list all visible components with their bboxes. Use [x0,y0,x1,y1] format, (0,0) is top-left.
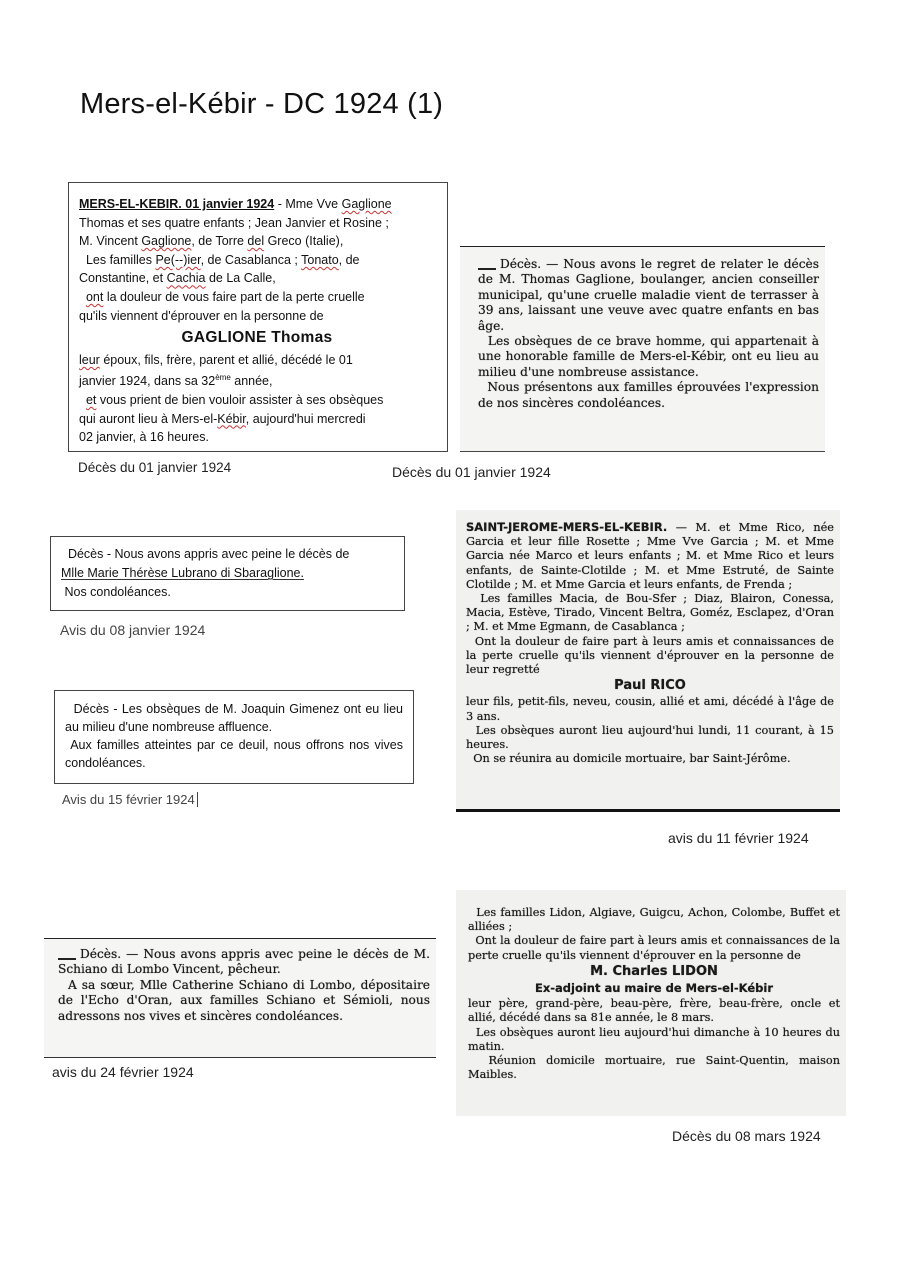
decorative-mark-icon [58,950,76,960]
deceased-name: Paul RICO [614,678,686,694]
notice-head: MERS-EL-KEBIR. 01 janvier 1924 [79,197,275,211]
decorative-mark-icon [478,260,496,270]
notice-text: janvier 1924, dans sa 32 [79,374,216,389]
notice-text: , aujourd'hui mercredi [245,411,366,426]
notice-text: ème [215,373,231,383]
notice-text: Pe(--)ier [155,252,201,267]
notice-text: 02 janvier, à 16 heures. [79,430,209,445]
caption: Décès du 01 janvier 1924 [392,464,551,480]
notice-text: époux, fils, frère, parent et allié, décédé le 01 [99,352,353,367]
notice-text: leur [79,352,100,367]
clipping-text: Ont la douleur de faire part à leurs amis et connaissances de la perte cruelle qu'ils viennent d'éprouver en la personne de [468,934,840,962]
notice-text: , de Torre [191,234,248,249]
notice-text: Décès - Les obsèques de M. Joaquin Gimenez ont eu lieu au milieu d'une nombreuse affluence. [65,702,403,734]
clipping-text: A sa sœur, Mlle Catherine Schiano di Lombo, dépositaire de l'Echo d'Oran, aux familles Schiano et Sémioli, nous adressons nos vives et sincères condoléances. [58,977,431,1023]
notice-text: année, [230,374,273,389]
clipping-lidon [456,890,846,1116]
clipping-text: On se réunira au domicile mortuaire, bar Saint-Jérôme. [473,752,791,766]
page-title: Mers-el-Kébir - DC 1924 (1) [80,88,444,120]
clipping-text: Ont la douleur de faire part à leurs amis et connaissances de la perte cruelle qu'ils viennent d'éprouver en la personne de leur regretté [466,634,834,677]
deceased-name: M. Charles LIDON [590,963,718,979]
caption: avis du 11 février 1924 [668,830,809,846]
clipping-text: — M. et Mme Rico, née Garcia et leur fille Rosette ; Mme Vve Garcia ; M. et Mme Garcia née Marco et leurs enfants ; M. et Mme Rico et leurs enfants, de Sainte-Clotilde ; M. et Mme Estruté, de Sainte Clotilde ; M. et Mme Garcia et leurs enfants, de Frenda ; [466,521,834,591]
notice-text: M. Vincent [79,234,142,249]
notice-text: , de [338,252,360,267]
caption: Avis du 15 février 1924 [62,792,198,807]
notice-text: Kébir [217,411,246,426]
clipping-gaglione [460,246,825,452]
clipping-text: Les familles Lidon, Algiave, Guigcu, Achon, Colombe, Buffet et alliées ; [468,906,840,934]
notice-lubrano [50,536,405,611]
clipping-schiano [44,938,436,1058]
notice-text: Thomas et ses quatre enfants ; Jean Janvier et Rosine ; [79,215,389,230]
notice-gaglione [68,182,448,452]
notice-text: - Mme Vve [274,197,342,211]
clipping-rico [456,510,840,812]
notice-text: Nos condoléances. [64,585,171,599]
notice-text: de La Calle, [205,271,276,286]
clipping-text: leur père, grand-père, beau-père, frère, beau-frère, oncle et allié, décédé dans sa 81e année, le 8 mars. [468,997,840,1025]
notice-text: Décès - Nous avons appris avec peine le décès de [67,547,350,561]
caption: Avis du 08 janvier 1924 [60,622,206,638]
clipping-text: Les obsèques de ce brave homme, qui appartenait à une honorable famille de Mers-el-Kébir, ont eu lieu au milieu d'une nombreuse assistance. [478,334,819,379]
notice-text: la douleur de vous faire part de la perte cruelle [103,289,365,304]
notice-text: Les familles [85,252,156,267]
notice-text: Tonato [301,252,339,267]
notice-gimenez [54,690,414,784]
clipping-text: Réunion domicile mortuaire, rue Saint-Quentin, maison Maibles. [468,1054,840,1082]
notice-text: del [247,234,265,249]
notice-text: et [85,393,97,408]
notice-text: Aux familles atteintes par ce deuil, nous offrons nos vives condoléances. [65,738,403,770]
caption: Décès du 01 janvier 1924 [78,460,232,475]
clipping-text: Les obsèques auront lieu aujourd'hui dimanche à 10 heures du matin. [468,1025,840,1053]
notice-text: qui auront lieu à Mers-el- [79,411,218,426]
clipping-text: Décès. — Nous avons appris avec peine le décès de M. Schiano di Lombo Vincent, pêcheur. [58,947,430,977]
deceased-title: Ex-adjoint au maire de Mers-el-Kébir [534,981,774,996]
notice-text: Mlle Marie Thérèse Lubrano di Sbaraglione. [61,566,304,580]
notice-text: ont [85,289,104,304]
notice-text: vous prient de bien vouloir assister à ses obsèques [96,393,384,408]
notice-text: Gaglione [341,197,392,211]
clipping-text: Les obsèques auront lieu aujourd'hui lundi, 11 courant, à 15 heures. [466,723,834,752]
clipping-text: Les familles Macia, de Bou-Sfer ; Diaz, Blairon, Conessa, Macia, Estève, Tirado, Vincent Beltra, Goméz, Esclapez, d'Oran ; M. et Mme Egmann, de Casablanca ; [466,592,835,634]
clipping-head: SAINT-JEROME-MERS-EL-KEBIR. [466,520,668,534]
notice-text: qu'ils viennent d'éprouver en la personne de [79,308,324,323]
clipping-text: Nous présentons aux familles éprouvées l'expression de nos sincères condoléances. [478,380,819,410]
notice-text: Cachia [166,271,206,286]
caption: Décès du 08 mars 1924 [672,1128,821,1144]
clipping-text: leur fils, petit-fils, neveu, cousin, allié et ami, décédé à l'âge de 3 ans. [466,695,834,723]
clipping-text: Décès. — Nous avons le regret de relater le décès de M. Thomas Gaglione, boulanger, ancien conseiller municipal, qu'une cruelle maladie vient de terrasser à 39 ans, laissant une veuve avec quatre enfants en bas âge. [478,257,819,333]
deceased-name: GAGLIONE Thomas [181,329,333,347]
notice-text: Constantine, et [79,271,167,286]
caption: avis du 24 février 1924 [52,1064,194,1080]
notice-text: Gaglione [141,234,192,249]
notice-text: , de Casablanca ; [200,252,302,267]
notice-text: Greco (Italie), [264,234,344,249]
